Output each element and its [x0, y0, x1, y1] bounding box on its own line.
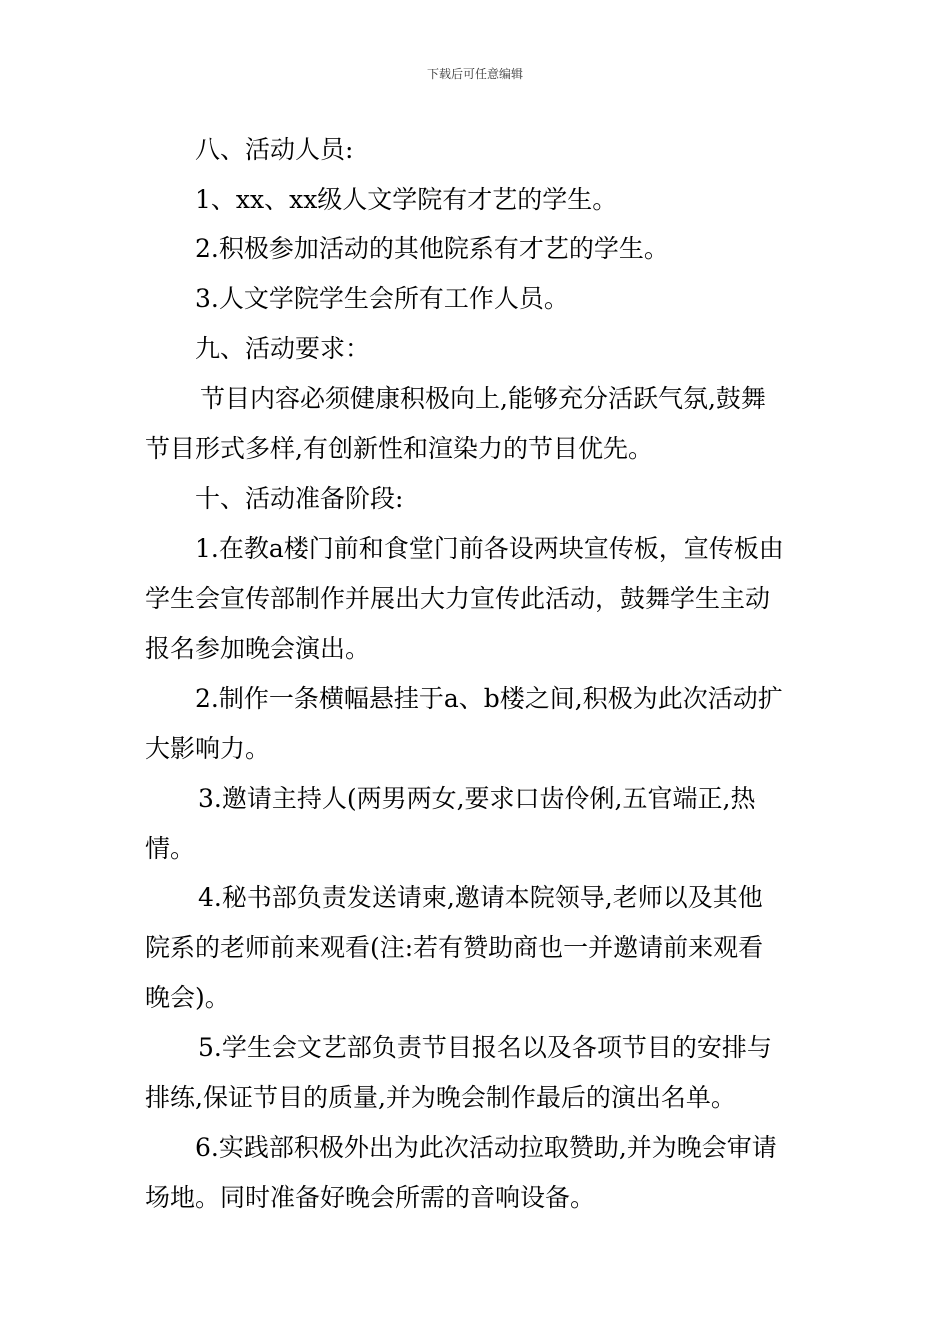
section-heading-8: 八、活动人员:: [195, 135, 354, 164]
paragraph-line: 场地。同时准备好晚会所需的音响设备。: [145, 1183, 596, 1212]
paragraph-line: 5.学生会文艺部负责节目报名以及各项节目的安排与: [198, 1033, 772, 1062]
paragraph-line: 1、xx、xx级人文学院有才艺的学生。: [195, 185, 618, 214]
paragraph-line: 报名参加晚会演出。: [145, 634, 371, 663]
paragraph-line: 3.人文学院学生会所有工作人员。: [195, 284, 569, 313]
paragraph-line: 排练,保证节目的质量,并为晚会制作最后的演出名单。: [145, 1083, 736, 1112]
paragraph-line: 节目内容必须健康积极向上,能够充分活跃气氛,鼓舞: [200, 384, 766, 413]
paragraph-line: 1.在教a楼门前和食堂门前各设两块宣传板，宣传板由: [195, 534, 784, 563]
paragraph-line: 情。: [145, 834, 196, 863]
paragraph-line: 院系的老师前来观看(注:若有赞助商也一并邀请前来观看: [145, 933, 764, 962]
paragraph-line: 节目形式多样,有创新性和渲染力的节目优先。: [145, 434, 653, 463]
page-header: 下载后可任意编辑: [426, 67, 523, 81]
paragraph-line: 学生会宣传部制作并展出大力宣传此活动，鼓舞学生主动: [145, 584, 771, 613]
paragraph-line: 3.邀请主持人(两男两女,要求口齿伶俐,五官端正,热: [198, 784, 756, 813]
paragraph-line: 2.制作一条横幅悬挂于a、b楼之间,积极为此次活动扩: [195, 684, 783, 713]
paragraph-line: 晚会)。: [145, 983, 230, 1012]
section-heading-9: 九、活动要求：: [195, 334, 371, 363]
paragraph-line: 4.秘书部负责发送请柬,邀请本院领导,老师以及其他: [198, 883, 763, 912]
paragraph-line: 大影响力。: [145, 734, 271, 763]
section-heading-10: 十、活动准备阶段:: [195, 484, 404, 513]
paragraph-line: 6.实践部积极外出为此次活动拉取赞助,并为晚会审请: [195, 1133, 777, 1162]
paragraph-line: 2.积极参加活动的其他院系有才艺的学生。: [195, 234, 669, 263]
